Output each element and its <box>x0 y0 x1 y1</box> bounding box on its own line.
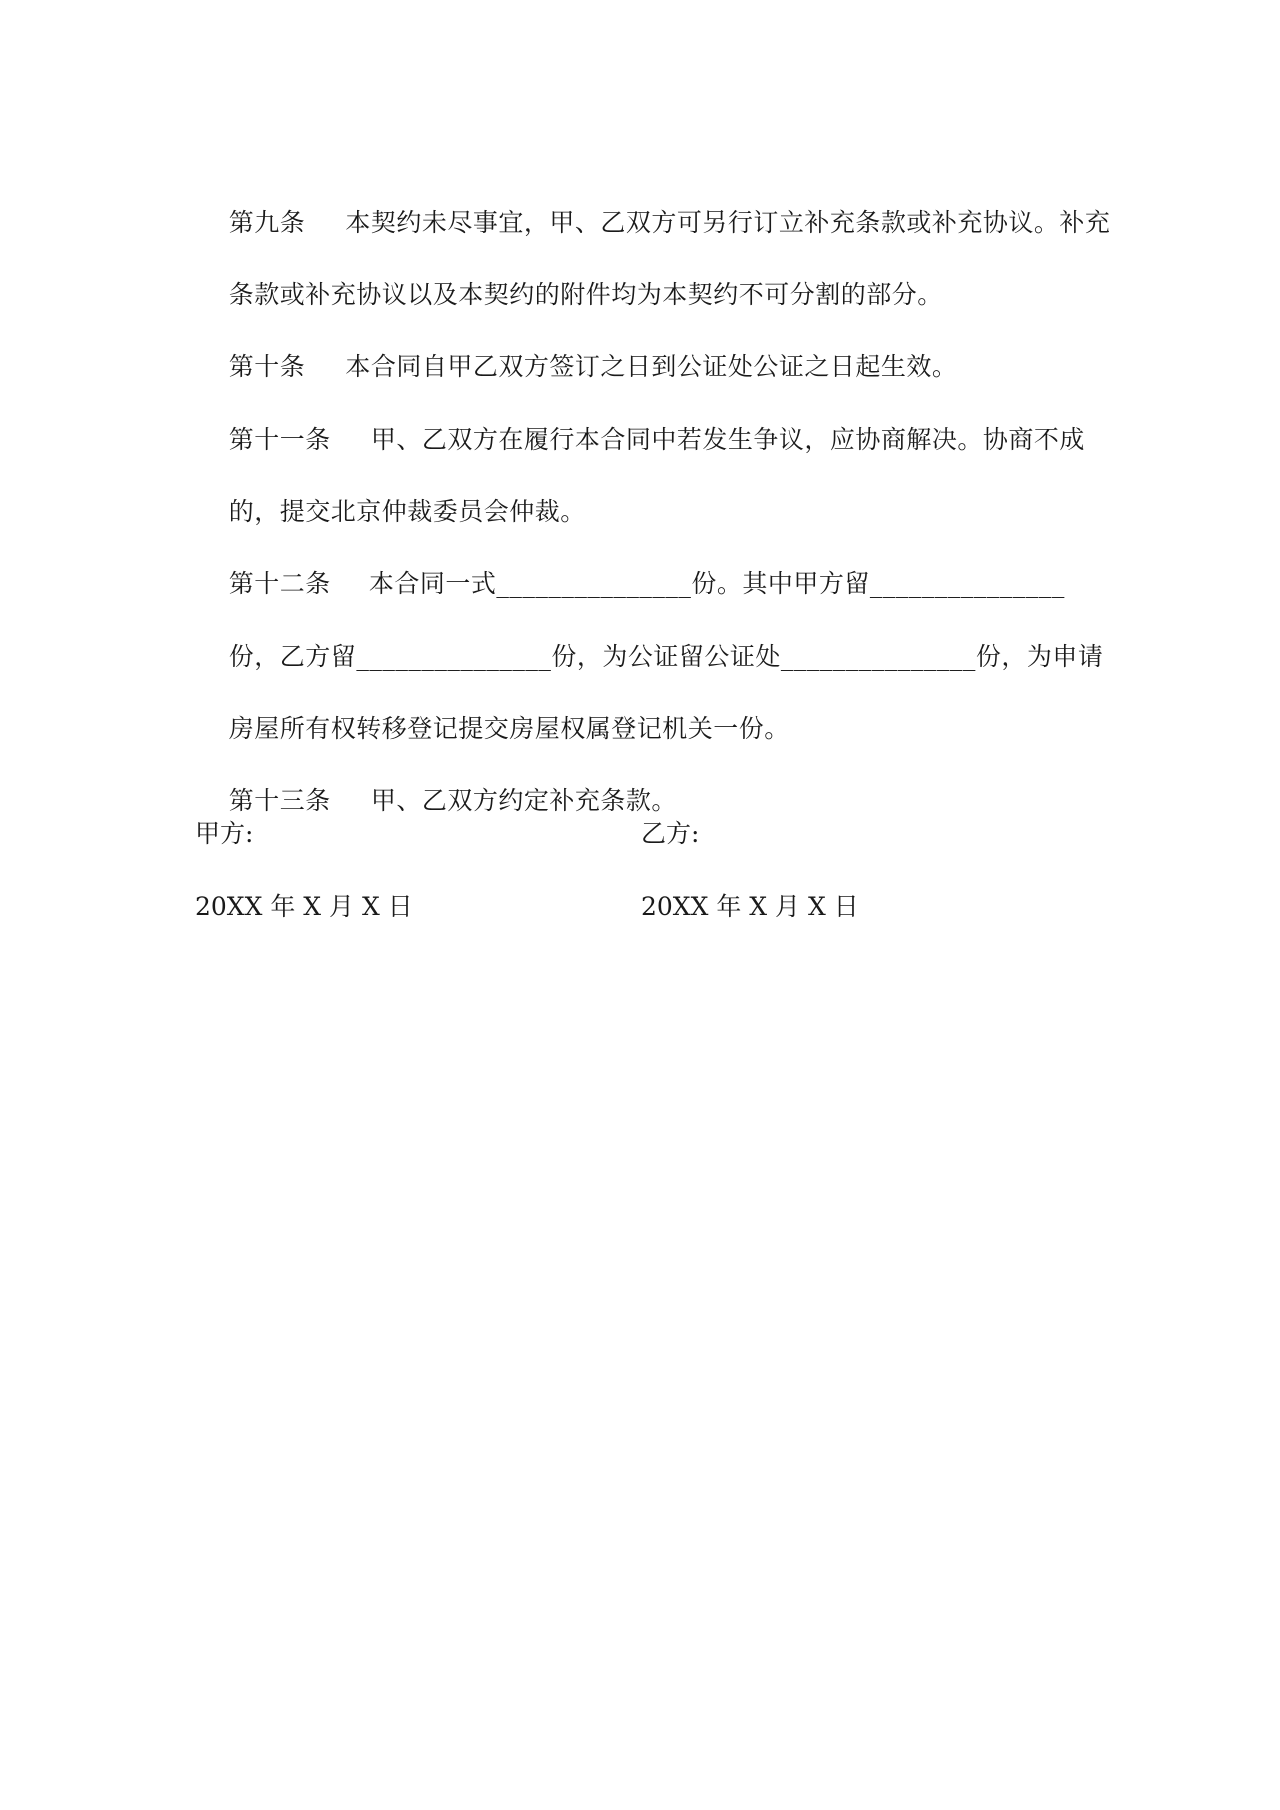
clause-12-line-2 <box>195 597 1104 671</box>
clause-11-line-2 <box>195 452 586 526</box>
clause-12-line-1 <box>195 524 1065 598</box>
clause-9-text-1: 本契约未尽事宜，甲、乙双方可另行订立补充条款或补充协议。补充 <box>345 208 1111 237</box>
clause-12-line-3 <box>195 669 790 743</box>
clause-13-text-1: 甲、乙双方约定补充条款。 <box>370 786 677 815</box>
clause-12-text-2b: 份，为公证留公证处 <box>551 642 781 671</box>
copies-party-b-blank: _______________ <box>356 642 552 671</box>
clause-13-line-1 <box>195 741 677 815</box>
clause-12-text-1a: 本合同一式 <box>368 569 497 598</box>
copies-total-blank: _______________ <box>496 569 692 598</box>
clause-12-text-2c: 份，为申请 <box>975 642 1104 671</box>
clause-11-text-2: 的，提交北京仲裁委员会仲裁。 <box>228 497 586 526</box>
party-a-label: 甲方: <box>195 819 254 848</box>
clause-12-number: 第十二条 <box>228 569 331 598</box>
copies-party-a-blank: _______________ <box>869 569 1065 598</box>
clause-9-text-2: 条款或补充协议以及本契约的附件均为本契约不可分割的部分。 <box>228 280 943 309</box>
clause-10-text-1: 本合同自甲乙双方签订之日到公证处公证之日起生效。 <box>345 352 958 381</box>
clause-12-text-2a: 份，乙方留 <box>228 642 357 671</box>
clause-9-line-2 <box>195 235 943 309</box>
clause-10-number: 第十条 <box>228 352 306 381</box>
clause-12-text-3: 房屋所有权转移登记提交房屋权属登记机关一份。 <box>228 714 790 743</box>
clause-12-text-1b: 份。其中甲方留 <box>691 569 870 598</box>
clause-11-number: 第十一条 <box>228 425 331 454</box>
clause-9-number: 第九条 <box>228 208 306 237</box>
clause-11-text-1: 甲、乙双方在履行本合同中若发生争议，应协商解决。协商不成 <box>370 425 1085 454</box>
clause-11-line-1 <box>195 380 1085 454</box>
clause-10-line-1 <box>195 307 958 381</box>
party-b-label: 乙方: <box>641 819 700 848</box>
party-b-date: 20XX 年 X 月 X 日 <box>641 892 859 921</box>
party-a-date: 20XX 年 X 月 X 日 <box>195 892 413 921</box>
clause-13-number: 第十三条 <box>228 786 331 815</box>
copies-notary-blank: _______________ <box>780 642 976 671</box>
clause-9-line-1 <box>195 163 1111 237</box>
